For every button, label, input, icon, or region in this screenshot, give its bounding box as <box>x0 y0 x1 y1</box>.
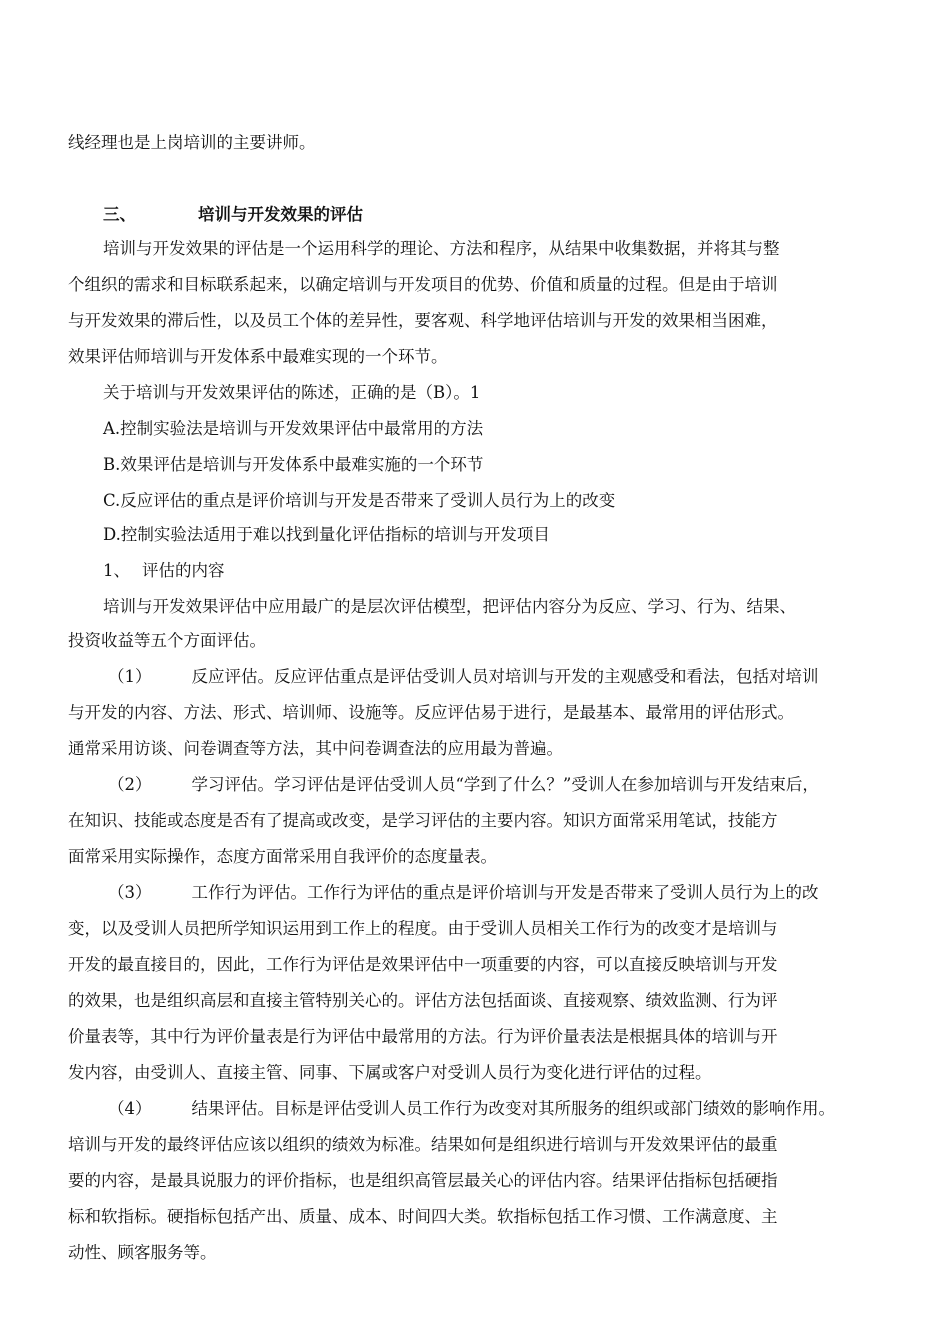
item-text: 结果评估。目标是评估受训人员工作行为改变对其所服务的组织或部门绩效的影响作用。 <box>191 1099 835 1118</box>
list-item-3 <box>108 882 819 904</box>
list-item-1 <box>108 666 819 688</box>
paragraph-line: 的效果，也是组织高层和直接主管特别关心的。评估方法包括面谈、直接观察、绩效监测、行为评 <box>68 991 778 1010</box>
paragraph-line: 培训与开发效果的评估是一个运用科学的理论、方法和程序，从结果中收集数据，并将其与整 <box>103 239 780 258</box>
paragraph-line: 发内容，由受训人、直接主管、同事、下属或客户对受训人员行为变化进行评估的过程。 <box>68 1063 712 1082</box>
paragraph-line: 变，以及受训人员把所学知识运用到工作上的程度。由于受训人员相关工作行为的改变才是培训与 <box>68 919 778 938</box>
item-number: （3） <box>108 883 152 902</box>
paragraph-line: 标和软指标。硬指标包括产出、质量、成本、时间四大类。软指标包括工作习惯、工作满意度、主 <box>68 1207 778 1226</box>
option-d: D.控制实验法适用于难以找到量化评估指标的培训与开发项目 <box>103 525 550 544</box>
option-c: C.反应评估的重点是评价培训与开发是否带来了受训人员行为上的改变 <box>103 491 616 510</box>
item-number: （2） <box>108 775 152 794</box>
paragraph-line: 面常采用实际操作，态度方面常采用自我评价的态度量表。 <box>68 847 497 866</box>
section-number: 三、 <box>103 205 136 224</box>
paragraph-line: 投资收益等五个方面评估。 <box>68 631 266 650</box>
subsection-title: 评估的内容 <box>142 561 225 580</box>
list-item-2 <box>108 774 819 796</box>
item-text: 工作行为评估。工作行为评估的重点是评价培训与开发是否带来了受训人员行为上的改 <box>191 883 819 902</box>
paragraph-line: 线经理也是上岗培训的主要讲师。 <box>68 133 316 152</box>
paragraph-line: 个组织的需求和目标联系起来，以确定培训与开发项目的优势、价值和质量的过程。但是由于培训 <box>68 275 778 294</box>
section-heading <box>103 204 363 226</box>
paragraph-line: 动性、顾客服务等。 <box>68 1243 217 1262</box>
paragraph-line: 培训与开发效果评估中应用最广的是层次评估模型，把评估内容分为反应、学习、行为、结果、 <box>103 597 796 616</box>
paragraph-line: 在知识、技能或态度是否有了提高或改变，是学习评估的主要内容。知识方面常采用笔试，技能方 <box>68 811 778 830</box>
paragraph-line: 与开发效果的滞后性，以及员工个体的差异性，要客观、科学地评估培训与开发的效果相当困难， <box>68 311 778 330</box>
subsection-heading <box>103 560 225 582</box>
question-stem: 关于培训与开发效果评估的陈述，正确的是（B）。1 <box>103 383 481 402</box>
item-text: 反应评估。反应评估重点是评估受训人员对培训与开发的主观感受和看法，包括对培训 <box>191 667 819 686</box>
item-number: （1） <box>108 667 152 686</box>
item-number: （4） <box>108 1099 152 1118</box>
paragraph-line: 培训与开发的最终评估应该以组织的绩效为标准。结果如何是组织进行培训与开发效果评估的最重 <box>68 1135 778 1154</box>
paragraph-line: 效果评估师培训与开发体系中最难实现的一个环节。 <box>68 347 448 366</box>
section-title: 培训与开发效果的评估 <box>198 205 363 224</box>
paragraph-line: 与开发的内容、方法、形式、培训师、设施等。反应评估易于进行，是最基本、最常用的评估形式。 <box>68 703 794 722</box>
option-a: A.控制实验法是培训与开发效果评估中最常用的方法 <box>103 419 484 438</box>
subsection-number: 1、 <box>103 561 130 580</box>
paragraph-line: 要的内容，是最具说服力的评价指标，也是组织高管层最关心的评估内容。结果评估指标包括硬指 <box>68 1171 778 1190</box>
paragraph-line: 通常采用访谈、问卷调查等方法，其中问卷调查法的应用最为普遍。 <box>68 739 563 758</box>
list-item-4 <box>108 1098 835 1120</box>
item-text: 学习评估。学习评估是评估受训人员“学到了什么？”受训人在参加培训与开发结束后， <box>191 775 819 794</box>
paragraph-line: 价量表等，其中行为评价量表是行为评估中最常用的方法。行为评价量表法是根据具体的培训与开 <box>68 1027 778 1046</box>
option-b: B.效果评估是培训与开发体系中最难实施的一个环节 <box>103 455 484 474</box>
paragraph-line: 开发的最直接目的，因此，工作行为评估是效果评估中一项重要的内容，可以直接反映培训与开发 <box>68 955 778 974</box>
